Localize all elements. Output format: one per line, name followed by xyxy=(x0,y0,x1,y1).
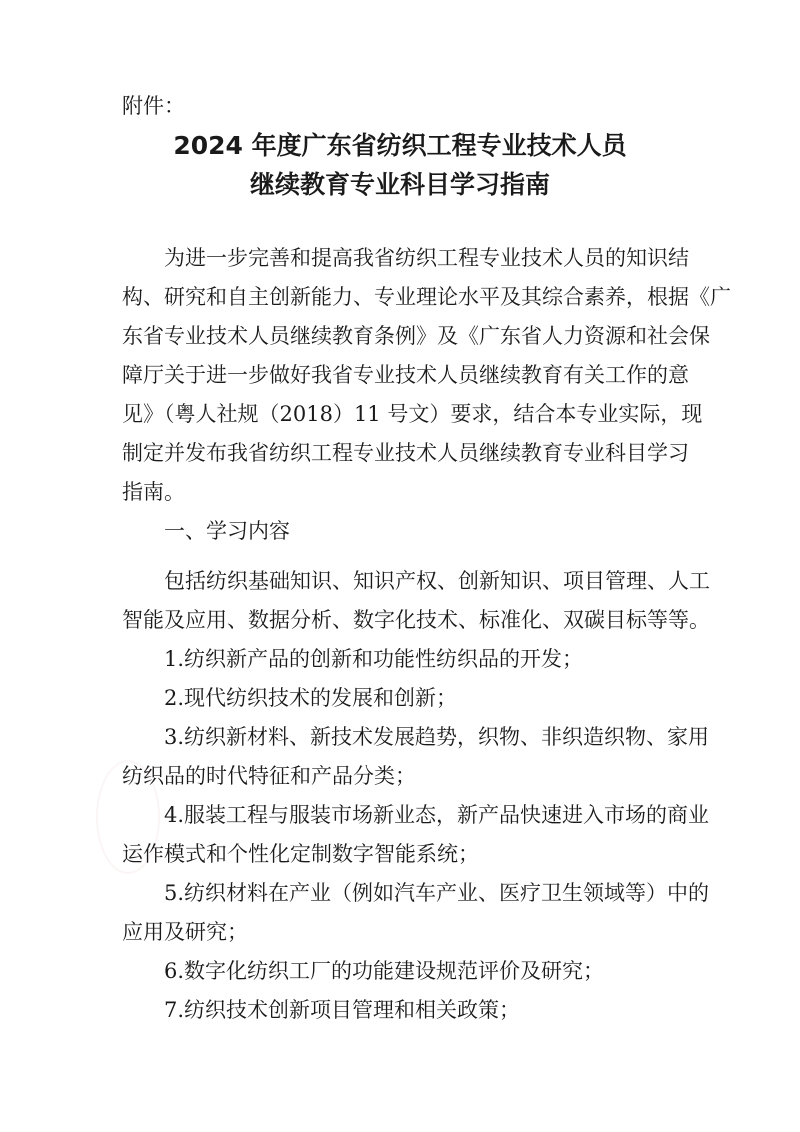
intro-line: 指南。 xyxy=(122,480,185,504)
list-item: 2.现代纺织技术的发展和创新； xyxy=(164,686,458,710)
list-item-continuation: 运作模式和个性化定制数字智能系统； xyxy=(122,842,479,866)
list-item: 7.纺织技术创新项目管理和相关政策； xyxy=(164,998,521,1022)
list-item: 1.纺织新产品的创新和功能性纺织品的开发； xyxy=(164,647,584,671)
list-item: 4.服装工程与服装市场新业态，新产品快速进入市场的商业 xyxy=(164,803,710,827)
list-item: 5.纺织材料在产业（例如汽车产业、医疗卫生领域等）中的 xyxy=(164,881,710,905)
list-item: 6.数字化纺织工厂的功能建设规范评价及研究； xyxy=(164,959,605,983)
intro-line: 为进一步完善和提高我省纺织工程专业技术人员的知识结 xyxy=(164,246,689,270)
intro-line: 东省专业技术人员继续教育条例》及《广东省人力资源和社会保 xyxy=(122,324,710,348)
intro-line: 制定并发布我省纺织工程专业技术人员继续教育专业科目学习 xyxy=(122,441,689,465)
list-item-continuation: 应用及研究； xyxy=(122,920,248,944)
list-item-continuation: 纺织品的时代特征和产品分类； xyxy=(122,764,416,788)
summary-line: 智能及应用、数据分析、数字化技术、标准化、双碳目标等等。 xyxy=(122,608,710,632)
attachment-label: 附件： xyxy=(122,94,185,118)
list-item: 3.纺织新材料、新技术发展趋势，织物、非织造织物、家用 xyxy=(164,725,710,749)
document-title-line-2: 继续教育专业科目学习指南 xyxy=(249,170,550,199)
summary-line: 包括纺织基础知识、知识产权、创新知识、项目管理、人工 xyxy=(164,569,710,593)
intro-line: 构、研究和自主创新能力、专业理论水平及其综合素养，根据《广 xyxy=(122,285,731,309)
section-heading: 一、学习内容 xyxy=(164,519,290,543)
intro-line: 障厅关于进一步做好我省专业技术人员继续教育有关工作的意 xyxy=(122,363,689,387)
document-title-line-1: 2024 年度广东省纺织工程专业技术人员 xyxy=(173,131,627,160)
intro-line: 见》（粤人社规（2018）11 号文）要求，结合本专业实际，现 xyxy=(122,402,703,426)
